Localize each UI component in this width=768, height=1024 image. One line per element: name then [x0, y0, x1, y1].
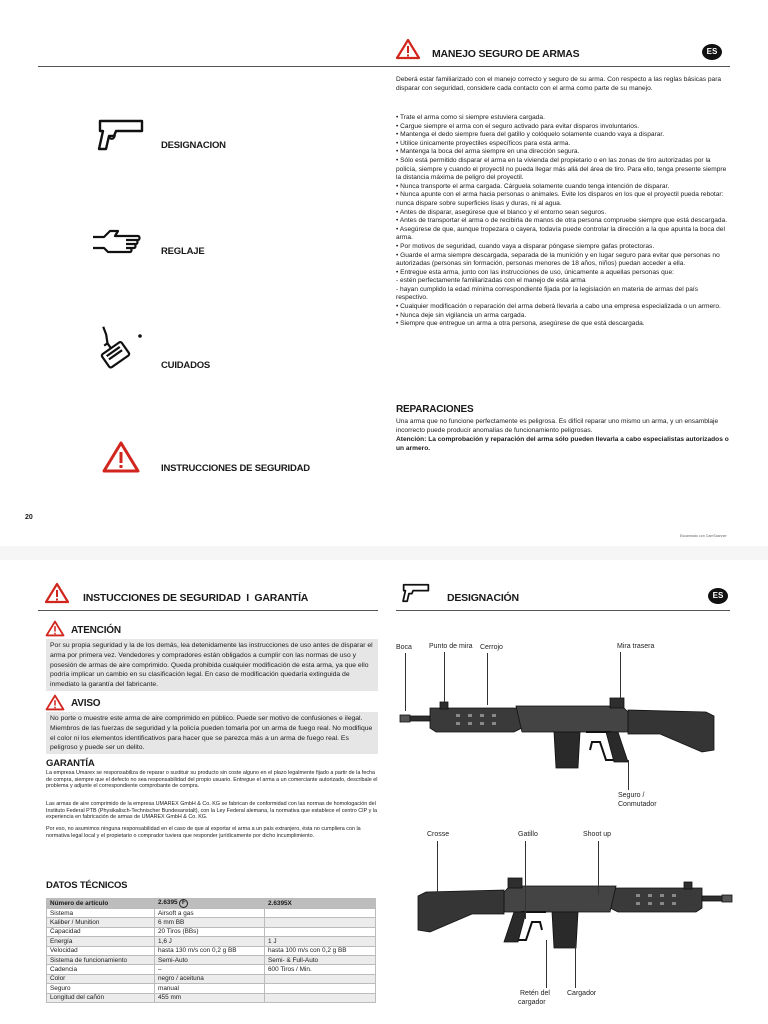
- atencion-title: ATENCIÓN: [71, 625, 121, 636]
- leader-line: [546, 940, 547, 988]
- leader-line: [405, 653, 406, 711]
- bullet-item: • Antes de disparar, asegúrese que el blanco y el entorno sean seguros.: [396, 208, 607, 216]
- leader-line: [598, 841, 599, 895]
- right-header-title: DESIGNACIÓN: [447, 592, 519, 604]
- lang-badge: ES: [702, 44, 722, 60]
- leader-line: [525, 841, 526, 919]
- bullet-item: • Trate el arma como si siempre estuviera cargada.: [396, 114, 545, 121]
- label-mira-trasera: Mira trasera: [617, 643, 655, 650]
- rifle-illustration-left-side: [396, 860, 736, 990]
- warning-icon: [45, 694, 65, 711]
- leader-line: [487, 653, 488, 705]
- atencion-text: Por su propia seguridad y la de los demás, lea detenidamente las instrucciones de uso antes de disparar el arma por primera vez. Vendedores y compradores están obligados a cumplir con las normas de uso y posesión de armas de aire comprimido. Queda prohibida cualquier modificación de esta arma, ya que ello podría implicar un cambio en su clasificación legal. En caso de modificación quedaría extinguida de inmediato la garantía del fabricante.: [50, 642, 373, 689]
- bullet-item: • Mantenga el dedo siempre fuera del gatillo y colóquelo solamente cuando vaya a disparar.: [396, 131, 665, 139]
- bullet-item: • Por motivos de seguridad, cuando vaya a disparar póngase siempre gafas protectoras.: [396, 242, 655, 250]
- warning-icon: [44, 582, 70, 604]
- toc-item-designacion: DESIGNACION: [161, 140, 226, 151]
- toc-item-cuidados: CUIDADOS: [161, 360, 211, 371]
- table-row: Capacidad 20 Tiros (BBs): [47, 927, 376, 936]
- f-mark-icon: F: [179, 899, 188, 908]
- label-crosse: Crosse: [427, 831, 450, 838]
- bullet-item: • Nunca apunte con el arma hacia personas o animales. Evite los disparos en los que el proyectil pueda rebotar: nunca dispare sobre superficies lisas y duras, ni al agua.: [396, 191, 724, 207]
- bullet-item: • Nunca transporte el arma cargada. Cárguela solamente cuando tenga intención de disparar.: [396, 182, 670, 190]
- table-header-cell: 2.6395X: [265, 899, 376, 909]
- table-row: Sistema Airsoft a gas: [47, 909, 376, 918]
- bullet-item: • Sólo está permitido disparar el arma en la vivienda del propietario o en las zonas de tiro autorizadas por la policía, siempre y cuando el proyectil no pueda llegar más allá del área de tiro. Para ello, tenga presente siempre la distancia máxima de peligro del proyectil.: [396, 156, 727, 182]
- label-seguro: Seguro /: [618, 792, 645, 799]
- safety-bullet-list: [396, 114, 730, 329]
- table-header-cell: Número de artículo: [47, 899, 155, 909]
- label-gatillo: Gatillo: [518, 831, 538, 838]
- label-cargador: Cargador: [567, 990, 597, 997]
- label-boca: Boca: [396, 644, 412, 651]
- lang-badge: ES: [708, 588, 728, 604]
- bullet-item: • Nunca deje sin vigilancia un arma cargada.: [396, 311, 527, 319]
- header-rule-right: [396, 610, 730, 611]
- toc-item-reglaje: REGLAJE: [161, 246, 205, 257]
- label-reten-2: cargador: [518, 999, 546, 1006]
- page-gap: [0, 546, 768, 560]
- specs-table: [46, 898, 376, 1003]
- bullet-item: • Cargue siempre el arma con el seguro activado para evitar disparos involuntarios.: [396, 122, 640, 130]
- warning-icon: [45, 620, 65, 637]
- leader-line: [575, 946, 576, 988]
- label-conmutador: Conmutador: [618, 801, 657, 808]
- table-header-cell: 2.6395 F: [155, 899, 265, 909]
- leader-line: [444, 652, 445, 702]
- table-row: Kaliber / Munition 6 mm BB: [47, 918, 376, 927]
- table-row: Color negro / aceituna: [47, 974, 376, 983]
- bullet-item: • Utilice únicamente proyectiles específicos para esta arma.: [396, 139, 571, 147]
- bullet-item: • Entregue esta arma, junto con las instrucciones de uso, únicamente a aquellas personas que:: [396, 268, 674, 276]
- pistol-icon: [401, 583, 431, 603]
- aviso-title: AVISO: [71, 698, 101, 709]
- aviso-text: No porte o muestre este arma de aire comprimido en público. Puede ser motivo de confusiones e ilegal. Miembros de las fuerzas de seguridad y la policía pueden tomarla por un arma de fuego real. No modifique el color ni los elementos identificativos para hacer que se parezca más a un arma de fuego real. Es peligroso y puede ser un delito.: [50, 715, 373, 752]
- garantia-paragraph-2: Las armas de aire comprimido de la empresa UMAREX GmbH & Co. KG se fabrican de conformidad con las normas de homologación del Instituto Federal PTB (Physikalisch-Technischer Bundesanstalt), con la Ley Federal alemana, la normativa que establece el centro CIP y la experiencia en fabricación de armas de UMAREX GmbH & Co. KG.: [46, 801, 377, 821]
- garantia-paragraph-3: Por eso, no asumimos ninguna responsabilidad en el caso de que al exportar el arma a un país extranjero, ésta no cumpliera con la normativa legal local y el propietario o comprador tuviera que responder jurídicamente por dicho incumplimiento.: [46, 826, 361, 839]
- repair-warning: Atención: La comprobación y reparación del arma sólo pueden llevarla a cabo especialistas autorizados o un armero.: [396, 436, 729, 452]
- warning-icon: [101, 440, 141, 474]
- bullet-item: • Antes de transportar el arma o de recibirla de manos de otra persona compruebe siempre que está descargada.: [396, 217, 728, 225]
- oil-can-icon: [96, 322, 146, 370]
- garantia-paragraph-1: La empresa Umarex se responsabiliza de reparar o sustituir su producto sin coste alguno en el plazo legalmente fijado a partir de la fecha de compra, siempre que el defecto no sea responsabilidad del propio usuario. Entregue el arma a un comerciante autorizado, describale el problema y adjunte el correspondiente comprobante de compra.: [46, 770, 378, 790]
- datos-title: DATOS TÉCNICOS: [46, 880, 128, 891]
- table-row: Energía 1,6 J 1 J: [47, 937, 376, 946]
- intro-paragraph: Deberá estar familiarizado con el manejo correcto y seguro de su arma. Con respecto a las reglas básicas para disparar con seguridad, considere cada contacto con el arma como parte de su manejo.: [396, 76, 722, 92]
- leader-line: [628, 760, 629, 790]
- bullet-item: - hayan cumplido la edad mínima correspondiente fijada por la legislación en materia de armas del país respectivo.: [396, 285, 699, 302]
- label-cerrojo: Cerrojo: [480, 644, 503, 651]
- repair-title: REPARACIONES: [396, 404, 474, 415]
- bullet-item: • Mantenga la boca del arma siempre en una dirección segura.: [396, 148, 580, 156]
- table-header-row: [47, 899, 376, 909]
- bullet-item: - estén perfectamente familiarizadas con el manejo de esta arma: [396, 277, 586, 285]
- table-row: Seguro manual: [47, 984, 376, 993]
- bullet-item: • Guarde el arma siempre descargada, separada de la munición y en lugar seguro para evitar que personas no autorizadas (personas sin formación, personas menores de 18 años, niños) puedan acceder a ella.: [396, 251, 720, 268]
- pistol-icon: [96, 118, 146, 152]
- bullet-item: • Cualquier modificación o reparación del arma deberá llevarla a cabo una empresa especializada o un armero.: [396, 303, 721, 311]
- footer-note: Escaneado con CamScanner: [680, 534, 727, 538]
- leader-line: [620, 652, 621, 698]
- bullet-item: • Asegúrese de que, aunque tropezara o cayera, todavía puede controlar la dirección a la que apunta la boca del arma.: [396, 225, 725, 242]
- label-shoot-up: Shoot up: [583, 831, 612, 838]
- rifle-illustration-right-side: [396, 650, 736, 780]
- hand-icon: [90, 226, 142, 256]
- garantia-title: GARANTÍA: [46, 758, 95, 769]
- leader-line: [437, 841, 438, 899]
- table-row: Longitud del cañón 455 mm: [47, 993, 376, 1002]
- toc-item-instrucciones: INSTRUCCIONES DE SEGURIDAD: [161, 463, 310, 474]
- warning-icon: [395, 38, 421, 60]
- header-rule-left: [38, 610, 378, 611]
- left-header-title: INSTUCCIONES DE SEGURIDAD I GARANTÍA: [83, 592, 309, 604]
- label-punto-mira: Punto de mira: [429, 643, 473, 650]
- label-reten-1: Retén del: [520, 990, 550, 997]
- table-row: Cadencia – 600 Tiros / Min.: [47, 965, 376, 974]
- table-row: Sistema de funcionamiento Semi-Auto Semi- & Full-Auto: [47, 955, 376, 964]
- table-row: Velocidad hasta 130 m/s con 0,2 g BB hasta 100 m/s con 0,2 g BB: [47, 946, 376, 955]
- page-number: 20: [25, 514, 33, 521]
- repair-text: Una arma que no funcione perfectamente es peligrosa. Es difícil reparar uno mismo un arma, y un ensamblaje incorrecto puede producir anomalías de funcionamiento peligrosas.: [396, 418, 719, 434]
- header-title: MANEJO SEGURO DE ARMAS: [432, 48, 580, 60]
- bullet-item: • Siempre que entregue un arma a otra persona, asegúrese de que está descargada.: [396, 320, 645, 328]
- header-rule: [38, 66, 730, 67]
